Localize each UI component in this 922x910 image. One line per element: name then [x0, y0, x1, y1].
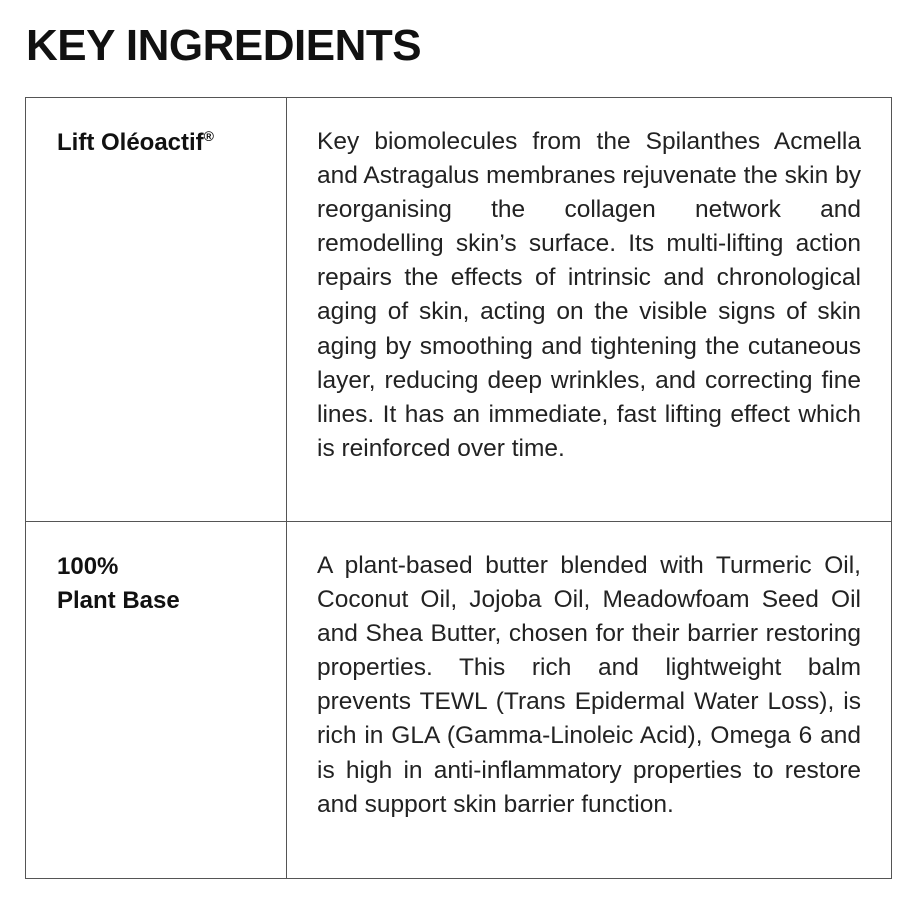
ingredient-name-line: Plant Base [57, 587, 180, 614]
table-row [26, 522, 892, 879]
ingredient-description: Key biomolecules from the Spilanthes Acmella and Astragalus membranes rejuvenate the skin by reorganising the collagen network and remodelling skin’s surface. Its multi-lifting action repairs the effects of intrinsic and chronological aging of skin, acting on the visible signs of skin aging by smoothing and tightening the cutaneous layer, reducing deep wrinkles, and correcting fine lines. It has an immediate, fast lifting effect which is reinforced over time. [317, 128, 861, 462]
ingredient-name-line: 100% [57, 553, 119, 580]
ingredients-table [25, 97, 892, 879]
ingredient-description-cell [287, 98, 892, 522]
table-row [26, 98, 892, 522]
ingredient-name-text: Lift Oléoactif [57, 129, 204, 156]
ingredient-name [57, 126, 286, 160]
ingredient-name-cell [26, 98, 287, 522]
ingredient-description-cell [287, 522, 892, 879]
registered-mark: ® [203, 128, 214, 144]
ingredient-name-cell [26, 522, 287, 879]
ingredient-description: A plant-based butter blended with Turmeric Oil, Coconut Oil, Jojoba Oil, Meadowfoam Seed Oil and Shea Butter, chosen for their barrier restoring properties. This rich and lightweight balm prevents TEWL (Trans Epidermal Water Loss), is rich in GLA (Gamma-Linoleic Acid), Omega 6 and is high in anti-inflammatory properties to restore and support skin barrier function. [317, 552, 861, 818]
page-title: KEY INGREDIENTS [26, 21, 422, 70]
ingredient-name [57, 550, 286, 618]
